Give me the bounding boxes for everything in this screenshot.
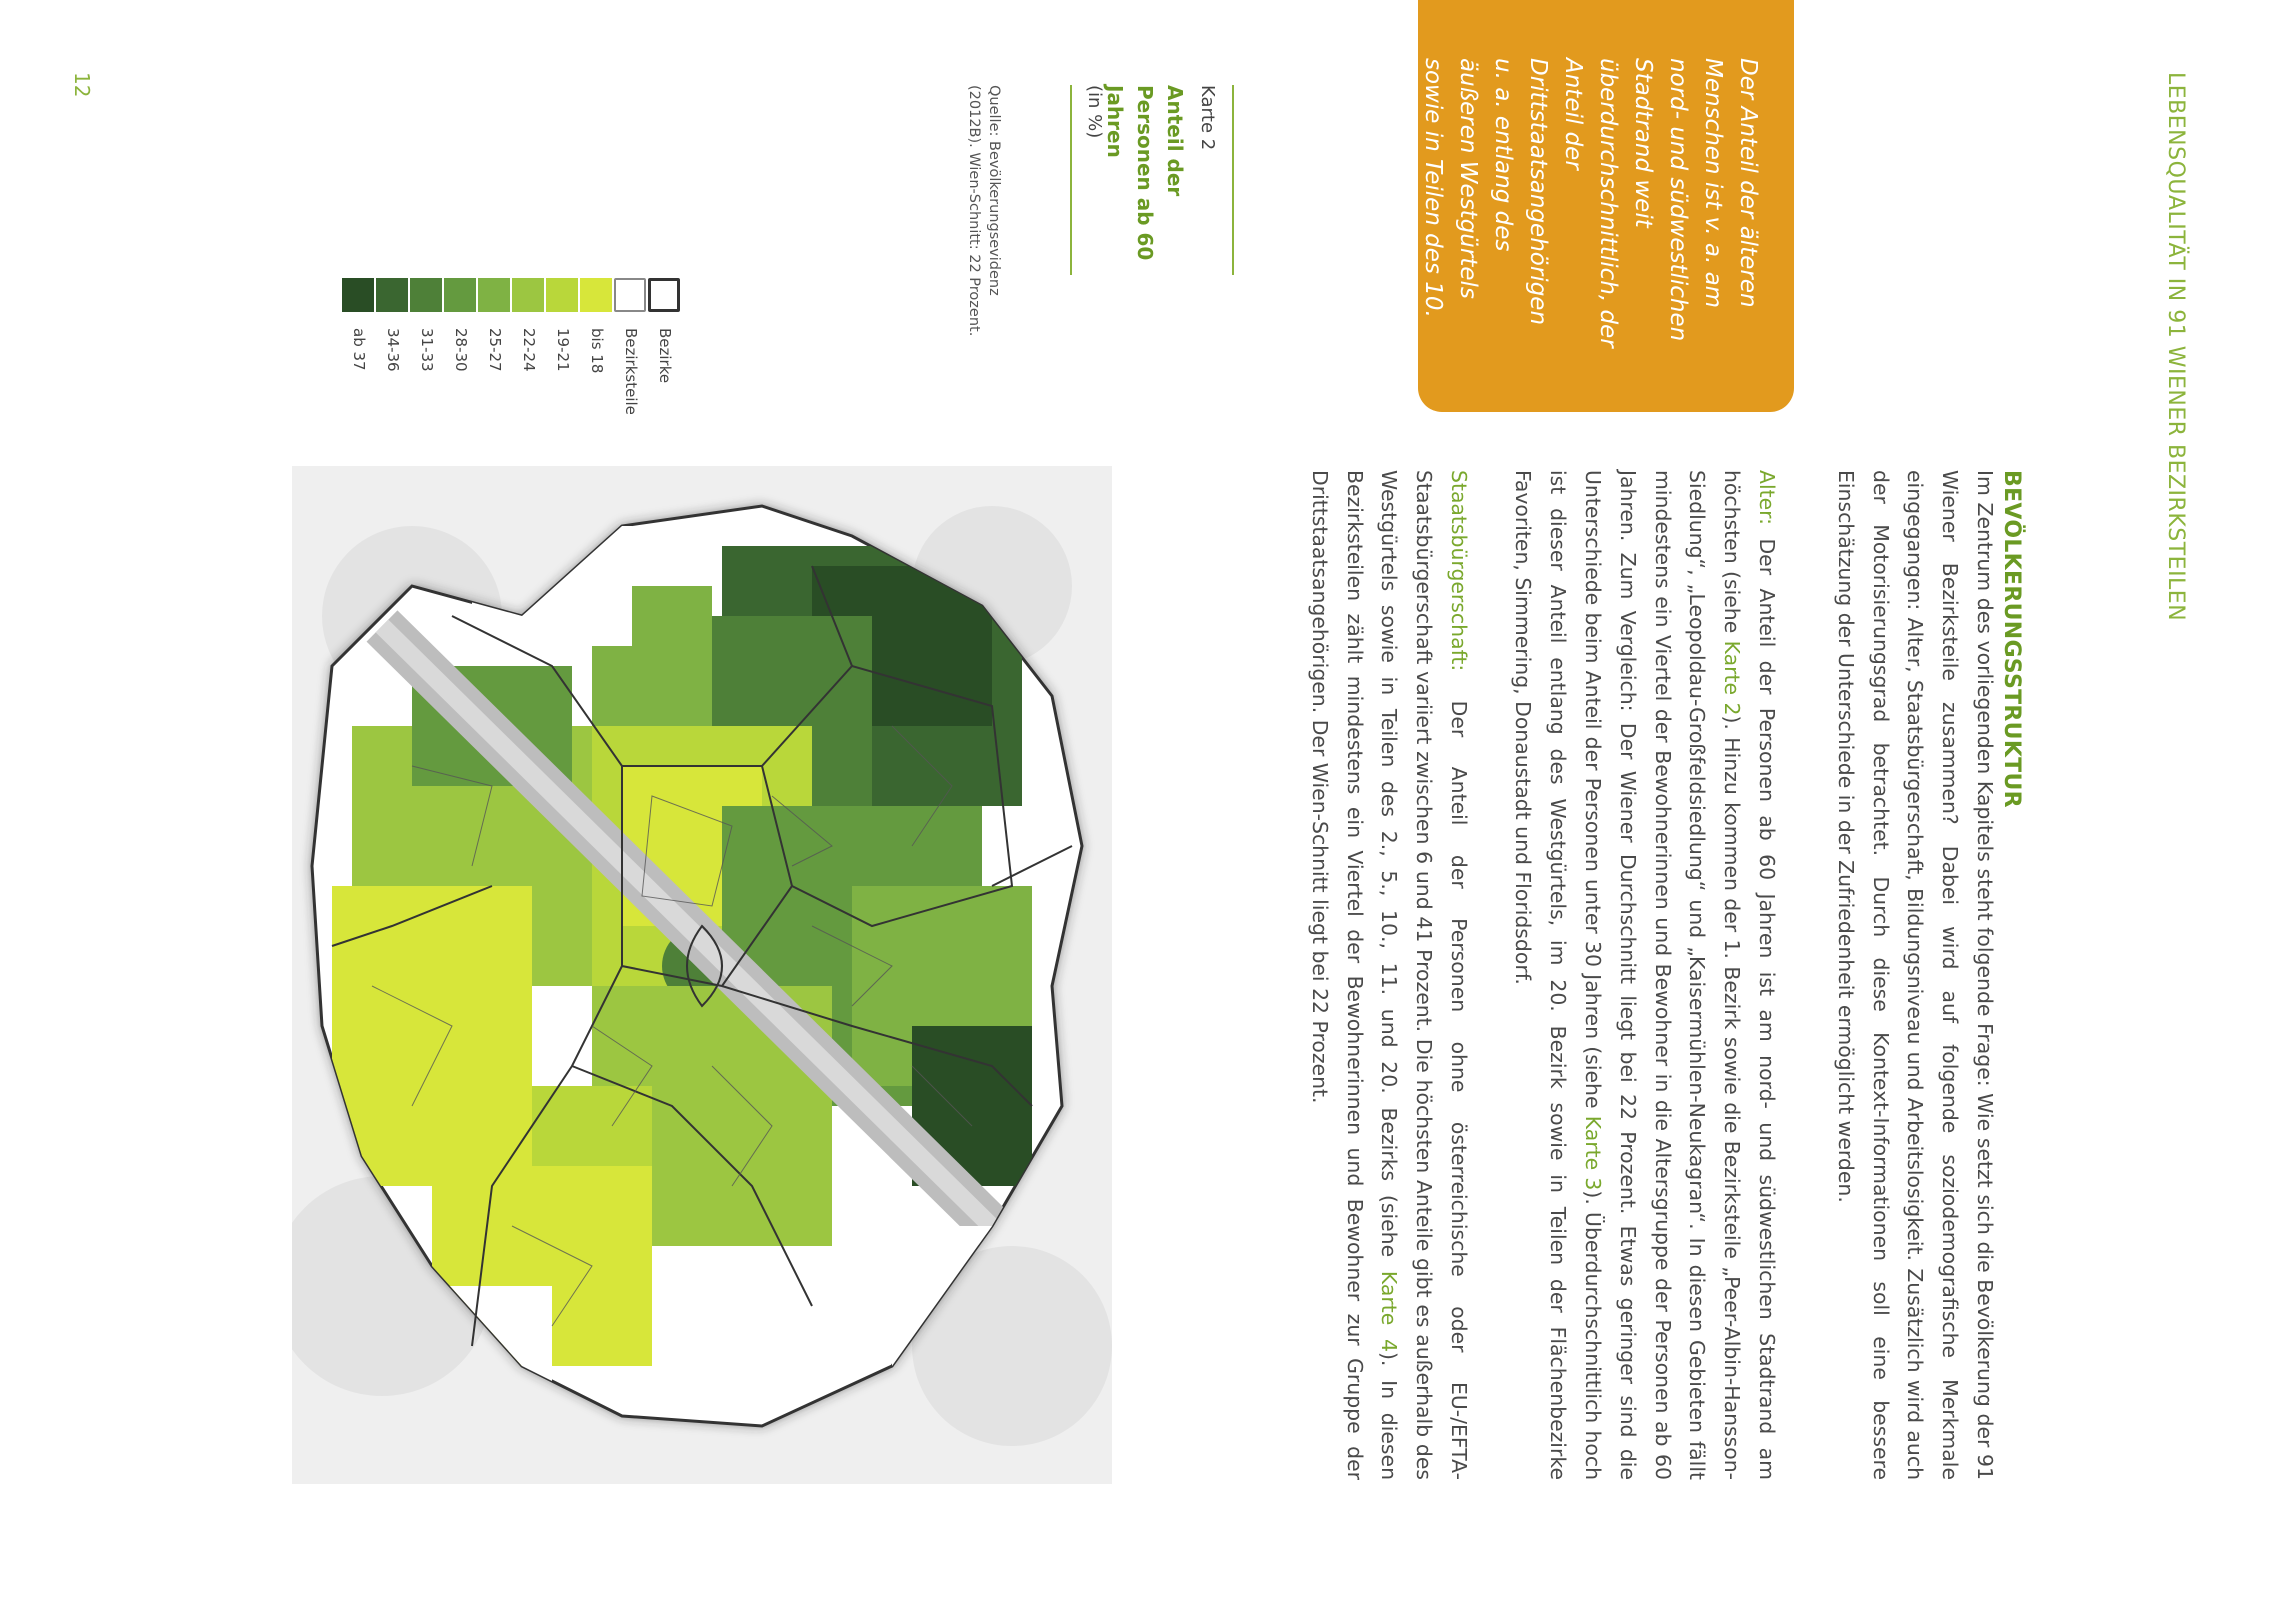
legend-swatch-8 bbox=[376, 278, 408, 312]
legend-label-1: Bezirksteile bbox=[622, 328, 640, 415]
running-header: LEBENSQUALITÄT IN 91 WIENER BEZIRKSTEILEN bbox=[2163, 72, 2188, 622]
intro-paragraph bbox=[1828, 470, 2002, 1480]
karte-title: Anteil der Personen ab 60 Jahren bbox=[1103, 85, 1187, 261]
page-number: 12 bbox=[70, 72, 94, 98]
karte-2-link[interactable]: Karte 2 bbox=[1720, 640, 1745, 716]
staat-lead: Staatsbürgerschaft: bbox=[1447, 470, 1471, 672]
staat-text-1: Der Anteil der Personen ohne österreichische oder EU-/EFTA-Staatsbürgerschaft variiert zwischen 6 und 41 Prozent. Die höchsten Anteile gibt es außerhalb des Westgürtels sowie in Teilen des 2., 5., 10., 11. und 20. Bezirks (siehe bbox=[1377, 470, 1471, 1480]
legend-label-0: Bezirke bbox=[656, 328, 674, 384]
legend-swatch-4 bbox=[512, 278, 544, 312]
map-svg bbox=[292, 466, 1112, 1484]
legend-label-4: 22-24 bbox=[520, 328, 538, 372]
legend-swatch-6 bbox=[444, 278, 476, 312]
legend-label-3: 19-21 bbox=[554, 328, 572, 372]
legend-swatch-1 bbox=[614, 278, 646, 312]
karte-label: Karte 2 bbox=[1197, 85, 1218, 151]
alter-text-2: ). Hinzu kommen der 1. Bezirk sowie die Bezirksteile „Peer-Albin-Hansson-Siedlung“, „Leopoldau-Großfeldsiedlung“ und „Kaisermühlen-Neukagran“. In diesen Gebieten fällt mindestens ein Viertel der Bewohnerinnen und Bewohner in die Altersgruppe der Personen ab 60 Jahren. Zum Vergleich: Der Wiener Durchschnitt liegt bei 22 Prozent. Etwas geringer sind die Unterschiede beim Anteil der Personen unter 30 Jahren (siehe bbox=[1581, 470, 1745, 1481]
legend-swatch-9 bbox=[342, 278, 374, 312]
legend-label-7: 31-33 bbox=[418, 328, 436, 372]
legend-swatch-2 bbox=[580, 278, 612, 312]
legend-label-9: ab 37 bbox=[350, 328, 368, 371]
caption-rule-top bbox=[1232, 85, 1234, 275]
callout-text: Der Anteil der älteren Menschen ist v. a. am nord- und südwestlichen Stadtrand weit überdurchschnittlich, der Anteil der Drittstaatsangehörigen u. a. entlang des äußeren Westgürtels sowie in Teilen des 10. und 20. Bezirks. bbox=[1385, 58, 1761, 348]
legend-label-5: 25-27 bbox=[486, 328, 504, 372]
legend-label-6: 28-30 bbox=[452, 328, 470, 372]
legend-label-8: 34-36 bbox=[384, 328, 402, 372]
karte-unit: (in %) bbox=[1084, 85, 1105, 139]
source-note: Quelle: Bevölkerungsevidenz (2012B). Wien-Schnitt: 22 Prozent. bbox=[966, 85, 1002, 337]
alter-text-3: ). Überdurchschnittlich hoch ist dieser Anteil entlang des Westgürtels, im 20. Bezirk sowie in Teilen der Flächenbezirke Favoriten, Simmering, Donaustadt und Floridsdorf. bbox=[1511, 470, 1606, 1480]
alter-text-1: Der Anteil der Personen ab 60 Jahren ist am nord- und südwestlichen Stadtrand am höchsten (siehe bbox=[1720, 470, 1779, 1480]
alter-paragraph bbox=[1506, 470, 1784, 1480]
karte-4-link[interactable]: Karte 4 bbox=[1377, 1270, 1402, 1352]
intro-text: Im Zentrum des vorliegenden Kapitels steht folgende Frage: Wie setzt sich die Bevölkerung der 91 Wiener Bezirksteile zusammen? Dabei wird auf folgende soziodemografische Merkmale eingegangen: Alter, Staatsbürgerschaft, Bildungsniveau und Arbeitslosigkeit. Zusätzlich wird auch der Motorisierungsgrad betrachtet. Durch diese Kontext-Informationen soll eine bessere Einschätzung der Unterschiede in der Zufriedenheit ermöglicht werden. bbox=[1833, 470, 1997, 1480]
legend-swatch-5 bbox=[478, 278, 510, 312]
legend-swatch-7 bbox=[410, 278, 442, 312]
legend-label-2: bis 18 bbox=[588, 328, 606, 374]
alter-lead: Alter: bbox=[1755, 470, 1779, 526]
vienna-map bbox=[292, 466, 1112, 1484]
legend-swatch-0 bbox=[648, 278, 680, 312]
staat-paragraph bbox=[1302, 470, 1476, 1480]
staat-text-2: ). In diesen Bezirksteilen zählt mindestens ein Viertel der Bewohnerinnen und Bewohner zur Gruppe der Drittstaatsangehörigen. Der Wien-Schnitt liegt bei 22 Prozent. bbox=[1307, 470, 1402, 1481]
section-title: BEVÖLKERUNGSSTRUKTUR bbox=[1999, 470, 2024, 808]
legend-swatch-3 bbox=[546, 278, 578, 312]
karte-3-link[interactable]: Karte 3 bbox=[1581, 1115, 1606, 1191]
caption-rule-bottom bbox=[1070, 85, 1072, 275]
